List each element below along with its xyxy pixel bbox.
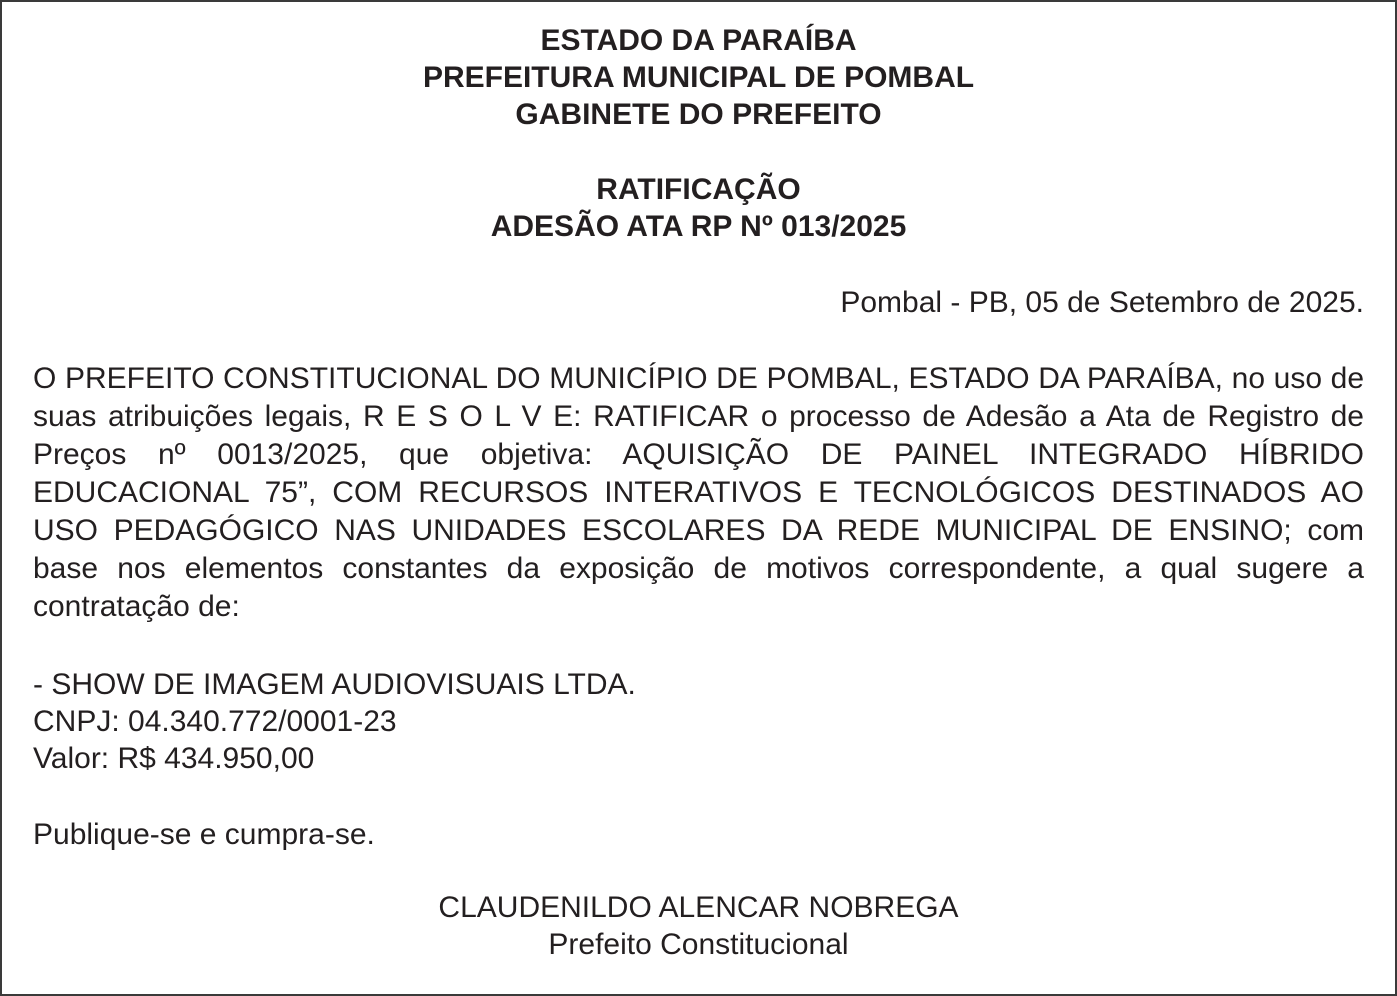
closing-statement: Publique-se e cumpra-se. <box>33 818 375 851</box>
document-header <box>2 22 1395 133</box>
contract-value: Valor: R$ 434.950,00 <box>33 742 315 775</box>
municipality-name: PREFEITURA MUNICIPAL DE POMBAL <box>422 61 975 94</box>
title-line-adhesion: ADESÃO ATA RP Nº 013/2025 <box>490 210 907 243</box>
contractor-cnpj: CNPJ: 04.340.772/0001-23 <box>33 705 397 738</box>
state-name: ESTADO DA PARAÍBA <box>540 24 857 57</box>
signature-block <box>2 889 1395 963</box>
office-name: GABINETE DO PREFEITO <box>515 98 882 131</box>
contractor-block <box>33 666 636 777</box>
body-paragraph: O PREFEITO CONSTITUCIONAL DO MUNICÍPIO DE POMBAL, ESTADO DA PARAÍBA, no uso de suas atribuições legais, R E S O L V E: RATIFICAR o processo de Adesão a Ata de Registro de Preços nº 0013/2025, que objetiva: AQUISIÇÃO DE PAINEL INTEGRADO HÍBRIDO EDUCACIONAL 75”, COM RECURSOS INTERATIVOS E TECNOLÓGICOS DESTINADOS AO USO PEDAGÓGICO NAS UNIDADES ESCOLARES DA REDE MUNICIPAL DE ENSINO; com base nos elementos constantes da exposição de motivos correspondente, a qual sugere a contratação de: <box>33 362 1364 623</box>
contractor-name: - SHOW DE IMAGEM AUDIOVISUAIS LTDA. <box>33 668 636 701</box>
document-title <box>2 171 1395 245</box>
place-date: Pombal - PB, 05 de Setembro de 2025. <box>840 286 1364 319</box>
signatory-role: Prefeito Constitucional <box>548 928 849 961</box>
title-line-ratification: RATIFICAÇÃO <box>596 173 801 206</box>
signatory-name: CLAUDENILDO ALENCAR NOBREGA <box>438 891 959 924</box>
